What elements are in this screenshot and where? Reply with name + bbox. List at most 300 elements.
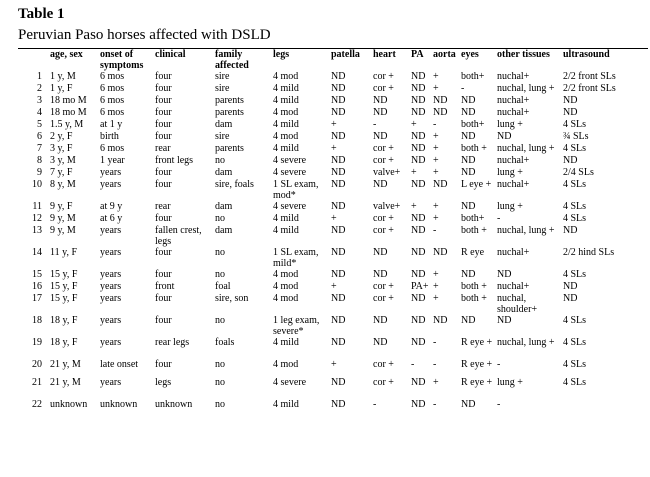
table-cell: dam [215, 167, 233, 178]
table-cell: ND [563, 225, 578, 236]
table-cell: both + [461, 143, 487, 154]
table-cell: dam [215, 225, 233, 236]
table-cell: 2/4 SLs [563, 167, 594, 178]
table-cell: 4 mild [273, 213, 299, 224]
table-cell: rear legs [155, 337, 190, 348]
table-cell: 4 mild [273, 95, 299, 106]
table-cell: 4 SLs [563, 119, 587, 130]
table-cell: four [155, 131, 172, 142]
table-cell: 6 mos [100, 95, 125, 106]
table-cell: ND [411, 399, 426, 410]
table-cell: 6 mos [100, 83, 125, 94]
table-cell: ND [373, 269, 388, 280]
table-cell: valve+ [373, 201, 401, 212]
table-cell: ND [497, 131, 512, 142]
table-cell: + [433, 131, 439, 142]
table-cell: lung + [497, 201, 523, 212]
table-cell: 4 mod [273, 71, 299, 82]
row-number: 5 [37, 119, 42, 130]
column-header: onset of symptoms [100, 49, 144, 71]
table-cell: four [155, 95, 172, 106]
table-cell: four [155, 179, 172, 190]
table-cell: + [411, 167, 417, 178]
row-number: 8 [37, 155, 42, 166]
table-cell: 2/2 hind SLs [563, 247, 615, 258]
table-cell: years [100, 315, 122, 326]
table-cell: ND [331, 225, 346, 236]
column-header: PA [411, 49, 424, 60]
table-cell: 6 mos [100, 71, 125, 82]
table-cell: years [100, 377, 122, 388]
table-cell: R eye + [461, 359, 493, 370]
table-cell: ND [461, 155, 476, 166]
row-number: 20 [32, 359, 42, 370]
table-cell: - [373, 119, 377, 130]
table-cell: + [331, 119, 337, 130]
table-cell: 6 mos [100, 107, 125, 118]
table-cell: ND [411, 247, 426, 258]
row-number: 2 [37, 83, 42, 94]
table-cell: four [155, 359, 172, 370]
table-cell: ND [373, 247, 388, 258]
table-cell: ND [411, 179, 426, 190]
table-cell: sire, foals [215, 179, 254, 190]
table-cell: ND [411, 213, 426, 224]
table-cell: sire, son [215, 293, 249, 304]
table-cell: 3 y, F [50, 143, 73, 154]
table-cell: ND [331, 201, 346, 212]
table-cell: ND [411, 377, 426, 388]
table-cell: both + [461, 225, 487, 236]
table-cell: - [373, 399, 377, 410]
row-number: 6 [37, 131, 42, 142]
table-cell: 8 y, M [50, 179, 76, 190]
table-cell: PA+ [411, 281, 429, 292]
column-header: patella [331, 49, 360, 60]
table-cell: ND [411, 143, 426, 154]
table-cell: - [411, 359, 415, 370]
table-cell: 4 SLs [563, 269, 587, 280]
table-cell: four [155, 315, 172, 326]
table-cell: + [433, 155, 439, 166]
table-cell: lung + [497, 119, 523, 130]
table-cell: nuchal+ [497, 95, 530, 106]
row-number: 15 [32, 269, 42, 280]
row-number: 12 [32, 213, 42, 224]
table-cell: ND [331, 131, 346, 142]
row-number: 4 [37, 107, 42, 118]
table-cell: nuchal+ [497, 179, 530, 190]
table-cell: 18 y, F [50, 315, 78, 326]
table-cell: + [331, 281, 337, 292]
column-header: ultrasound [563, 49, 610, 60]
column-header: aorta [433, 49, 456, 60]
table-cell: no [215, 269, 225, 280]
row-number: 13 [32, 225, 42, 236]
table-cell: ND [331, 71, 346, 82]
table-cell: nuchal, lung + [497, 337, 555, 348]
table-cell: ND [563, 293, 578, 304]
table-cell: R eye + [461, 337, 493, 348]
table-cell: + [331, 143, 337, 154]
table-cell: ND [433, 315, 448, 326]
row-number: 14 [32, 247, 42, 258]
table-cell: R eye + [461, 377, 493, 388]
table-cell: no [215, 377, 225, 388]
table-cell: parents [215, 143, 244, 154]
table-cell: years [100, 281, 122, 292]
table-cell: 4 mod [273, 293, 299, 304]
table-cell: nuchal+ [497, 107, 530, 118]
table-cell: 1 leg exam, severe* [273, 315, 320, 337]
table-cell: 9 y, F [50, 201, 73, 212]
table-cell: no [215, 247, 225, 258]
table-cell: ND [461, 95, 476, 106]
table-cell: nuchal, shoulder+ [497, 293, 538, 315]
table-cell: 4 mod [273, 281, 299, 292]
table-cell: foals [215, 337, 235, 348]
table-cell: cor + [373, 143, 394, 154]
table-cell: nuchal, lung + [497, 83, 555, 94]
table-cell: + [433, 167, 439, 178]
table-cell: nuchal+ [497, 155, 530, 166]
table-cell: 15 y, F [50, 293, 78, 304]
table-cell: - [433, 399, 437, 410]
table-cell: years [100, 225, 122, 236]
column-header: other tissues [497, 49, 550, 60]
table-cell: unknown [155, 399, 193, 410]
table-cell: 9 y, M [50, 213, 76, 224]
table-cell: 4 severe [273, 155, 307, 166]
table-cell: 4 mild [273, 225, 299, 236]
table-cell: 18 mo M [50, 107, 87, 118]
table-cell: 15 y, F [50, 269, 78, 280]
table-cell: ND [411, 155, 426, 166]
table-cell: ND [331, 95, 346, 106]
table-cell: unknown [50, 399, 88, 410]
table-cell: no [215, 359, 225, 370]
table-cell: ND [461, 315, 476, 326]
table-cell: 1 SL exam, mild* [273, 247, 319, 269]
table-cell: 9 y, M [50, 225, 76, 236]
table-cell: + [433, 377, 439, 388]
table-cell: no [215, 155, 225, 166]
table-cell: ND [433, 95, 448, 106]
table-cell: 4 SLs [563, 315, 587, 326]
table-cell: cor + [373, 377, 394, 388]
table-cell: 18 mo M [50, 95, 87, 106]
column-header: heart [373, 49, 396, 60]
table-cell: both+ [461, 213, 485, 224]
table-cell: ND [331, 247, 346, 258]
table-cell: 2/2 front SLs [563, 83, 616, 94]
table-cell: ND [563, 95, 578, 106]
table-cell: + [433, 281, 439, 292]
row-number: 1 [37, 71, 42, 82]
table-cell: ND [433, 107, 448, 118]
table-cell: + [433, 201, 439, 212]
table-cell: + [411, 201, 417, 212]
table-cell: + [433, 213, 439, 224]
table-title: Table 1 [18, 6, 65, 22]
table-cell: - [433, 337, 437, 348]
row-number: 9 [37, 167, 42, 178]
table-cell: cor + [373, 155, 394, 166]
table-cell: ND [461, 201, 476, 212]
table-cell: 15 y, F [50, 281, 78, 292]
table-cell: ND [411, 83, 426, 94]
table-cell: ND [373, 131, 388, 142]
table-cell: 4 SLs [563, 179, 587, 190]
table-cell: ND [331, 293, 346, 304]
table-cell: 7 y, F [50, 167, 73, 178]
table-cell: 4 mod [273, 269, 299, 280]
column-header: family affected [215, 49, 249, 71]
table-cell: ND [331, 269, 346, 280]
column-header [18, 50, 50, 72]
table-cell: ND [563, 155, 578, 166]
table-cell: 1 SL exam, mod* [273, 179, 319, 201]
table-cell: 4 SLs [563, 201, 587, 212]
table-cell: - [433, 225, 437, 236]
table-cell: foal [215, 281, 231, 292]
table-cell: + [433, 269, 439, 280]
table-cell: ND [461, 399, 476, 410]
table-cell: rear [155, 201, 171, 212]
table-cell: - [497, 359, 501, 370]
column-header: legs [273, 49, 290, 60]
table-cell: years [100, 269, 122, 280]
table-cell: ND [331, 337, 346, 348]
table-cell: parents [215, 95, 244, 106]
table-cell: four [155, 269, 172, 280]
table-cell: + [411, 119, 417, 130]
table-cell: 21 y, M [50, 377, 81, 388]
table-cell: years [100, 293, 122, 304]
table-cell: four [155, 247, 172, 258]
table-row [18, 378, 648, 400]
table-cell: + [433, 143, 439, 154]
table-cell: both+ [461, 71, 485, 82]
table-cell: ¾ SLs [563, 131, 589, 142]
table-row [18, 338, 648, 360]
row-number: 10 [32, 179, 42, 190]
table-cell: four [155, 119, 172, 130]
table-cell: four [155, 107, 172, 118]
table-cell: four [155, 213, 172, 224]
table-cell: nuchal+ [497, 281, 530, 292]
table-cell: + [433, 71, 439, 82]
table-cell: valve+ [373, 167, 401, 178]
table-cell: 3 y, M [50, 155, 76, 166]
row-number: 11 [32, 201, 42, 212]
table-cell: ND [331, 399, 346, 410]
table-cell: at 1 y [100, 119, 123, 130]
table-cell: 4 mild [273, 337, 299, 348]
row-number: 7 [37, 143, 42, 154]
table-cell: cor + [373, 225, 394, 236]
table-cell: ND [331, 155, 346, 166]
table-cell: both + [461, 281, 487, 292]
table-cell: 1 y, F [50, 83, 73, 94]
table-cell: cor + [373, 281, 394, 292]
column-header: age, sex [50, 49, 83, 60]
row-number: 16 [32, 281, 42, 292]
table-cell: ND [373, 107, 388, 118]
table-cell: + [331, 213, 337, 224]
table-cell [563, 400, 648, 412]
table-cell: nuchal+ [497, 247, 530, 258]
table-cell: legs [155, 377, 172, 388]
table-cell: sire [215, 83, 230, 94]
table-row [18, 316, 648, 338]
table-row [18, 180, 648, 202]
table-cell: at 9 y [100, 201, 123, 212]
table-cell: both + [461, 293, 487, 304]
table-cell: ND [331, 83, 346, 94]
table-cell: front legs [155, 155, 194, 166]
table-cell: 4 SLs [563, 213, 587, 224]
table-cell: ND [563, 107, 578, 118]
table-cell: ND [331, 179, 346, 190]
row-number: 18 [32, 315, 42, 326]
table-cell: dam [215, 119, 233, 130]
row-number: 17 [32, 293, 42, 304]
table-cell: front [155, 281, 175, 292]
row-number: 22 [32, 399, 42, 410]
table-caption: Peruvian Paso horses affected with DSLD [18, 27, 271, 43]
table-cell: 11 y, F [50, 247, 78, 258]
table-cell: nuchal+ [497, 71, 530, 82]
table-cell: cor + [373, 293, 394, 304]
table-cell: four [155, 83, 172, 94]
table-cell: lung + [497, 377, 523, 388]
table-cell: 1 year [100, 155, 125, 166]
table-cell: ND [497, 315, 512, 326]
row-number: 21 [32, 377, 42, 388]
table-cell: dam [215, 201, 233, 212]
table-cell: + [433, 293, 439, 304]
table-cell: 4 SLs [563, 377, 587, 388]
table-cell: unknown [100, 399, 138, 410]
table-cell: ND [411, 95, 426, 106]
table-cell: ND [331, 167, 346, 178]
table-cell: 2 y, F [50, 131, 73, 142]
table-cell: 4 mild [273, 399, 299, 410]
table-cell: 1.5 y, M [50, 119, 84, 130]
table-cell: ND [411, 269, 426, 280]
table-cell: sire [215, 131, 230, 142]
table-cell: both+ [461, 119, 485, 130]
table-cell: 4 SLs [563, 337, 587, 348]
table-cell: ND [461, 167, 476, 178]
table-cell: four [155, 167, 172, 178]
table-cell: ND [373, 315, 388, 326]
table-row [18, 226, 648, 248]
table-cell: ND [411, 337, 426, 348]
table-row [18, 360, 648, 378]
table-cell: ND [331, 315, 346, 326]
table-cell: ND [411, 225, 426, 236]
table-cell: 21 y, M [50, 359, 81, 370]
table-cell: 18 y, F [50, 337, 78, 348]
table-cell: - [461, 83, 465, 94]
table-cell: cor + [373, 359, 394, 370]
table-cell: ND [461, 131, 476, 142]
table-cell: ND [411, 293, 426, 304]
table-cell: - [497, 399, 501, 410]
table-cell: birth [100, 131, 119, 142]
table-cell: ND [461, 269, 476, 280]
table-cell: cor + [373, 71, 394, 82]
column-header: clinical [155, 49, 186, 60]
column-header: eyes [461, 49, 479, 60]
table-cell: 4 mild [273, 83, 299, 94]
table-cell: nuchal, lung + [497, 225, 555, 236]
table-row [18, 248, 648, 270]
table-cell: ND [497, 269, 512, 280]
table-cell: no [215, 399, 225, 410]
table-cell: 4 SLs [563, 359, 587, 370]
table-cell: lung + [497, 167, 523, 178]
table-cell: ND [373, 95, 388, 106]
table-cell: + [331, 359, 337, 370]
table-cell: ND [411, 107, 426, 118]
dsld-table [18, 50, 648, 412]
table-cell: no [215, 315, 225, 326]
table-cell: ND [411, 131, 426, 142]
table-cell: ND [411, 71, 426, 82]
table-cell: 4 severe [273, 167, 307, 178]
row-number: 19 [32, 337, 42, 348]
table-cell: years [100, 179, 122, 190]
table-cell: 4 mod [273, 131, 299, 142]
table-cell: 4 severe [273, 201, 307, 212]
table-cell: 2/2 front SLs [563, 71, 616, 82]
table-cell: ND [373, 337, 388, 348]
table-cell: - [497, 213, 501, 224]
table-cell: 6 mos [100, 143, 125, 154]
table-cell: 4 SLs [563, 143, 587, 154]
table-cell: cor + [373, 83, 394, 94]
table-cell: late onset [100, 359, 139, 370]
table-cell: nuchal, lung + [497, 143, 555, 154]
table-cell: L eye + [461, 179, 492, 190]
table-cell: fallen crest, legs [155, 225, 202, 247]
table-cell: years [100, 247, 122, 258]
table-cell: - [433, 359, 437, 370]
row-number: 3 [37, 95, 42, 106]
table-row [18, 294, 648, 316]
table-cell: 4 mild [273, 119, 299, 130]
table-cell: R eye [461, 247, 485, 258]
table-cell: 4 severe [273, 377, 307, 388]
table-cell: ND [433, 179, 448, 190]
table-cell: rear [155, 143, 171, 154]
table-cell: ND [331, 377, 346, 388]
table-cell: 1 y, M [50, 71, 76, 82]
table-cell: cor + [373, 213, 394, 224]
table-cell: 4 mod [273, 107, 299, 118]
table-cell: ND [563, 281, 578, 292]
table-cell: ND [461, 107, 476, 118]
table-cell: no [215, 213, 225, 224]
table-cell: years [100, 337, 122, 348]
table-cell: at 6 y [100, 213, 123, 224]
table-cell: four [155, 71, 172, 82]
table-cell: sire [215, 71, 230, 82]
table-cell: parents [215, 107, 244, 118]
